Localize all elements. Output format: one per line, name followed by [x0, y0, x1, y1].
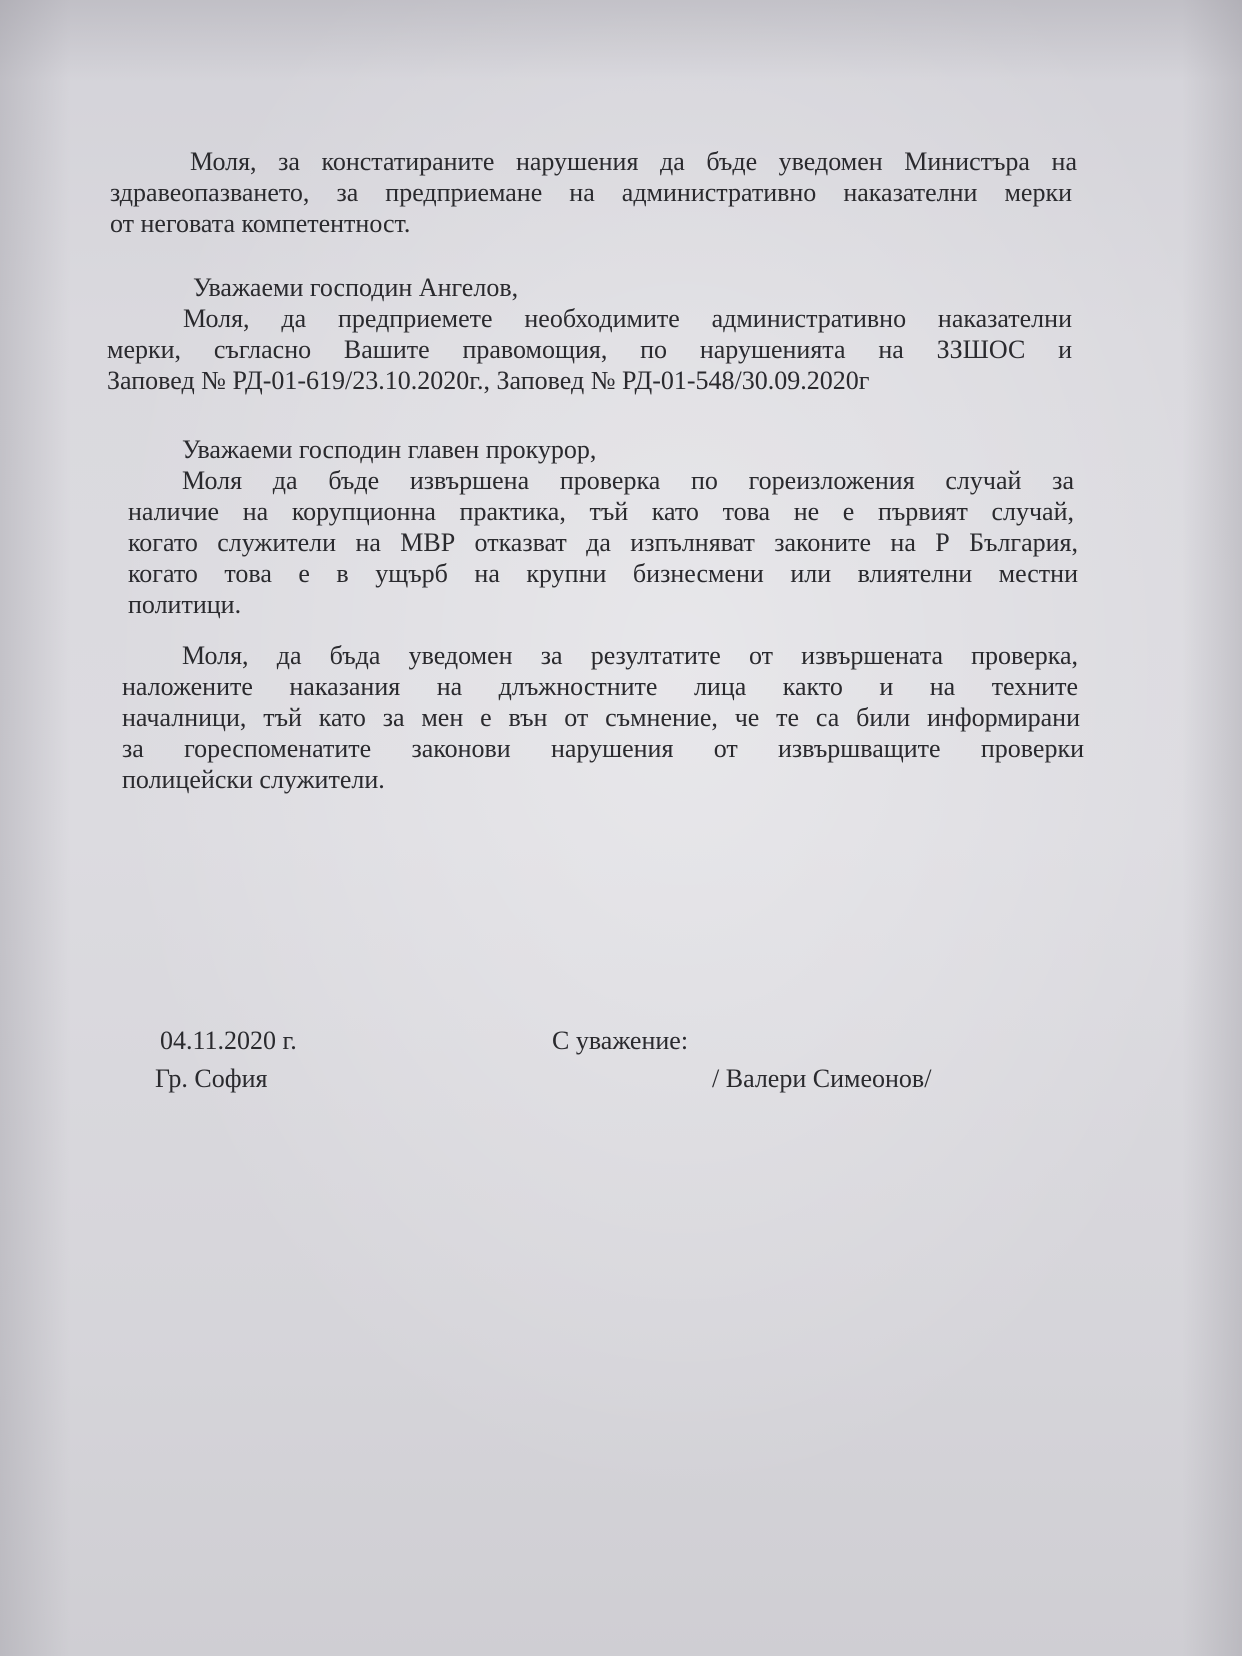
paragraph-line: Моля, да бъда уведомен за резултатите от извършената проверка,	[182, 641, 1078, 670]
paragraph-line: Моля, да предприемете необходимите административно наказателни	[183, 304, 1072, 333]
paragraph-request	[108, 640, 1084, 795]
paragraph-line: за гореспоменатите законови нарушения от извършващите проверки	[122, 734, 1084, 763]
paragraph-line: началници, тъй като за мен е вън от съмнение, че те са били информирани	[122, 703, 1080, 732]
page-shadow-right	[1182, 0, 1242, 1656]
paragraph-line: мерки, съгласно Вашите правомощия, по нарушенията на ЗЗШОС и	[107, 335, 1072, 364]
paragraph-line: Заповед № РД-01-619/23.10.2020г., Заповед № РД-01-548/30.09.2020г	[107, 366, 870, 395]
paragraph-line: наличие на корупционна практика, тъй като това не е първият случай,	[128, 497, 1074, 526]
paragraph-minister	[107, 146, 1077, 239]
paragraph-line: наложените наказания на длъжностните лица както и на техните	[122, 672, 1078, 701]
paragraph-prosecutor	[108, 434, 1078, 620]
paragraph-line: Моля, за констатираните нарушения да бъде уведомен Министъра на	[190, 147, 1077, 176]
closing-phrase: С уважение:	[552, 1026, 689, 1055]
document-place: Гр. София	[155, 1064, 268, 1093]
document-date: 04.11.2020 г.	[160, 1026, 297, 1055]
paragraph-line: здравеопазването, за предприемане на административно наказателни мерки	[110, 178, 1072, 207]
paragraph-line: от неговата компетентност.	[110, 209, 411, 238]
salutation-prosecutor: Уважаеми господин главен прокурор,	[182, 435, 597, 464]
paragraph-angelov	[107, 272, 1077, 396]
paragraph-line: политици.	[128, 590, 242, 619]
page-shadow-left	[0, 0, 70, 1656]
signature-name: / Валери Симеонов/	[712, 1064, 932, 1093]
paragraph-line: когато служители на МВР отказват да изпълняват законите на Р България,	[128, 528, 1078, 557]
paragraph-line: полицейски служители.	[122, 765, 385, 794]
paragraph-line: когато това е в ущърб на крупни бизнесмени или влиятелни местни	[128, 559, 1078, 588]
paragraph-line: Моля да бъде извършена проверка по гореизложения случай за	[182, 466, 1074, 495]
page-shadow-top	[0, 0, 1242, 80]
salutation-angelov: Уважаеми господин Ангелов,	[193, 273, 519, 302]
